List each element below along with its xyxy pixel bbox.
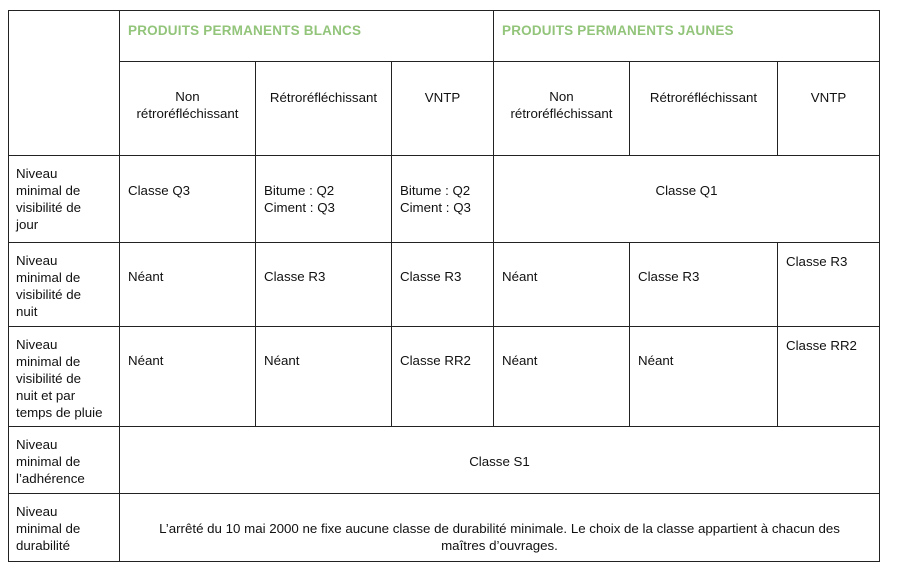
row-label-text: jour [16,217,39,232]
row-label-text: Niveau [16,253,58,268]
row-label-text: minimal de [16,354,81,369]
cell-text: Bitume : Q2 [400,183,471,198]
subheader-text: rétroréfléchissant [510,106,613,121]
row-label-text: durabilité [16,538,70,553]
cell-blanc-vntp [392,156,494,243]
cell-text: L’arrêté du 10 mai 2000 ne fixe aucune classe de durabilité minimale. Le choix de la classe appartient à chacun des [159,521,840,536]
specifications-table [8,10,880,562]
row-label-text: l’adhérence [16,471,85,486]
cell-blanc-non: Néant [120,243,256,327]
cell-blanc-vntp: Classe R3 [392,243,494,327]
row-label [9,494,120,562]
corner-cell [9,11,120,156]
row-label-text: temps de pluie [16,405,103,420]
subheader-text: Non [549,89,574,104]
subheader-blanc-retro: Rétroréfléchissant [256,62,392,156]
header-produits-jaunes: PRODUITS PERMANENTS JAUNES [494,11,880,62]
cell-text: Ciment : Q3 [264,200,335,215]
header-row [9,11,880,62]
row-label-text: Niveau [16,337,58,352]
row-label-text: minimal de [16,270,81,285]
cell-jaune-retro: Classe R3 [630,243,778,327]
row-durabilite [9,494,880,562]
cell-blanc-retro [256,156,392,243]
row-visibilite-jour [9,156,880,243]
row-label-text: minimal de [16,454,81,469]
row-label-text: Niveau [16,166,58,181]
cell-text: Ciment : Q3 [400,200,471,215]
subheader-blanc-vntp: VNTP [392,62,494,156]
row-label-text: nuit et par [16,388,76,403]
cell-jaune-vntp: Classe RR2 [778,327,880,427]
row-label-text: minimal de [16,521,81,536]
subheader-text: Non [175,89,200,104]
row-visibilite-nuit-pluie [9,327,880,427]
row-label-text: Niveau [16,504,58,519]
row-label-text: nuit [16,304,38,319]
cell-jaune-non: Néant [494,243,630,327]
row-label [9,156,120,243]
cell-blanc-retro: Néant [256,327,392,427]
row-adherence [9,427,880,494]
row-visibilite-nuit [9,243,880,327]
subheader-row [9,62,880,156]
row-label [9,427,120,494]
subheader-jaune-retro: Rétroréfléchissant [630,62,778,156]
cell-jaune-vntp: Classe R3 [778,243,880,327]
subheader-blanc-non-retro [120,62,256,156]
cell-jaune-retro: Néant [630,327,778,427]
cell-jaune-all: Classe Q1 [494,156,880,243]
cell-text: maîtres d’ouvrages. [441,538,558,553]
subheader-jaune-vntp: VNTP [778,62,880,156]
row-label-text: visibilité de [16,200,82,215]
cell-blanc-non: Néant [120,327,256,427]
cell-text: Bitume : Q2 [264,183,335,198]
cell-durabilite-all [120,494,880,562]
row-label-text: minimal de [16,183,81,198]
row-label-text: visibilité de [16,287,82,302]
subheader-text: rétroréfléchissant [136,106,239,121]
row-label-text: Niveau [16,437,58,452]
row-label [9,243,120,327]
cell-jaune-non: Néant [494,327,630,427]
cell-blanc-retro: Classe R3 [256,243,392,327]
header-produits-blancs: PRODUITS PERMANENTS BLANCS [120,11,494,62]
subheader-jaune-non-retro [494,62,630,156]
cell-blanc-non: Classe Q3 [120,156,256,243]
row-label [9,327,120,427]
cell-blanc-vntp: Classe RR2 [392,327,494,427]
cell-adherence-all: Classe S1 [120,427,880,494]
row-label-text: visibilité de [16,371,82,386]
